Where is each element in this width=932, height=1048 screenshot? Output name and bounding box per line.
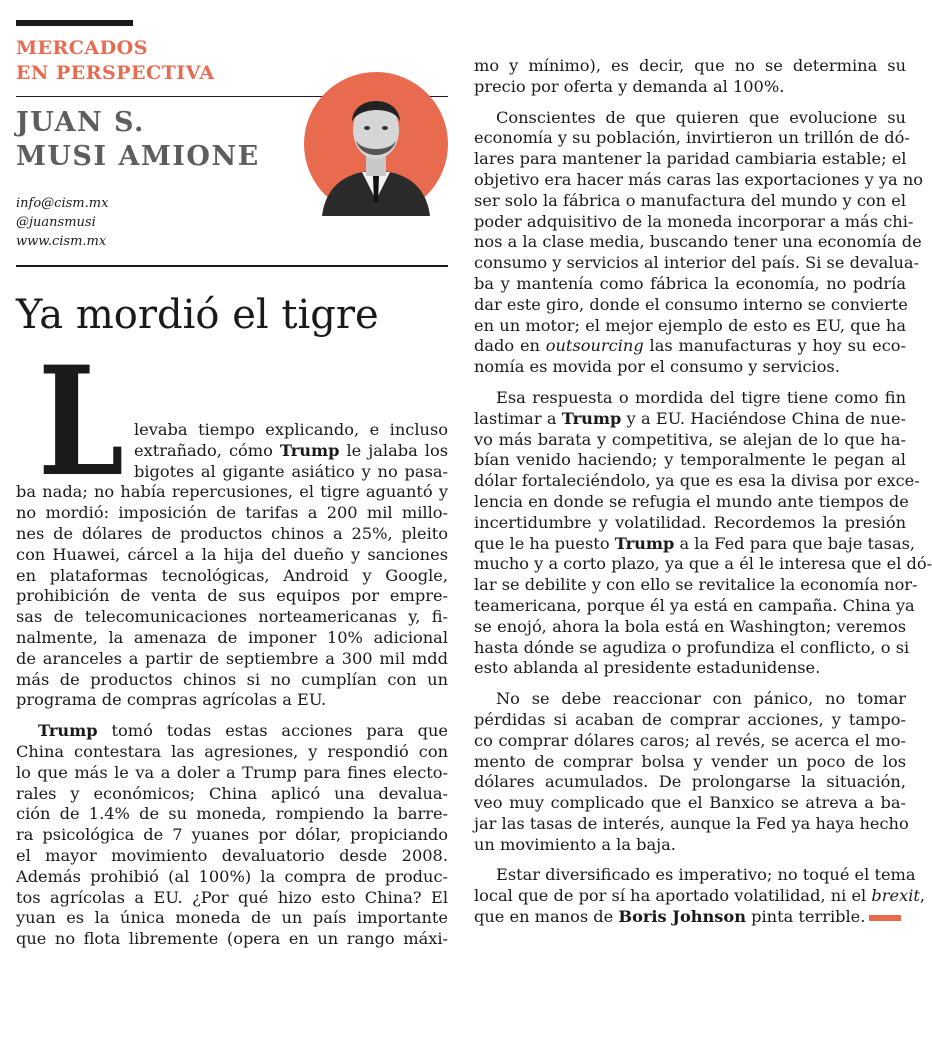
text-run: pérdidas si acaban de comprar acciones, y tampo-: [474, 709, 906, 729]
text-run: que en manos de: [474, 907, 619, 927]
text-run: economía y su población, invirtieron un trillón de dó-: [474, 128, 910, 148]
text-run: no mordió: imposición de tarifas a 200 mil millo-: [16, 503, 448, 523]
paragraph-gap: [474, 855, 906, 865]
section-line-1: MERCADOS: [16, 37, 148, 59]
author-contacts: [16, 194, 108, 251]
italic-term: brexit: [871, 886, 920, 906]
text-line: [474, 128, 910, 149]
italic-term: outsourcing: [545, 336, 644, 356]
text-run: Además prohibió (al 100%) la compra de produc-: [16, 866, 448, 886]
text-line: [16, 462, 448, 483]
text-line: [474, 813, 909, 835]
text-run: Estar diversificado es imperativo; no toqué el tema: [496, 865, 916, 885]
text-run: lares para mantener la paridad cambiaria estable; el: [474, 149, 907, 169]
text-line: [16, 929, 448, 950]
bold-name: Boris Johnson: [618, 907, 746, 927]
text-run: le jalaba los: [339, 440, 448, 460]
text-line: [16, 763, 448, 784]
text-line: [474, 752, 906, 773]
text-line: [16, 482, 448, 503]
text-line: [16, 503, 448, 524]
paragraph-gap: [474, 98, 906, 108]
text-line: [474, 295, 906, 316]
text-line: [16, 441, 448, 462]
text-run: programa de compras agrícolas a EU.: [16, 690, 327, 710]
contact-email[interactable]: info@cism.mx: [16, 196, 109, 211]
text-line: [474, 689, 906, 710]
text-run: mucho y a corto plazo, ya que a él le interesa que el dó-: [474, 554, 932, 574]
text-line: [16, 888, 448, 909]
text-run: jar las tasas de interés, aunque la Fed ya haya hecho: [474, 813, 909, 833]
text-run: pinta terrible.: [745, 907, 866, 927]
paragraph: [474, 56, 906, 108]
text-run: más de productos chinos si no cumplían con un: [16, 669, 448, 689]
article-column-1: [16, 420, 448, 950]
text-run: China contestara las agresiones, y respondió con: [16, 741, 448, 761]
text-line: [16, 825, 448, 846]
text-line: [474, 430, 906, 451]
text-line: [16, 742, 448, 763]
text-run: bían venido haciendo; y temporalmente le pegan al: [474, 450, 906, 470]
headline: Ya mordió el tigre: [16, 292, 379, 338]
text-run: un movimiento a la baja.: [474, 834, 676, 854]
text-run: en un motor; el mejor ejemplo de esto es EU, que ha: [474, 315, 906, 335]
text-run: objetivo era hacer más caras las exportaciones y ya no: [474, 169, 923, 189]
text-run: ba nada; no había repercusiones, el tigre aguantó y: [16, 482, 448, 502]
text-run: teamericana, porque él ya está en campaña. China ya: [474, 595, 915, 615]
drop-cap-letter: L: [38, 334, 124, 510]
author-line-1: JUAN S.: [16, 107, 145, 138]
paragraph: [16, 420, 448, 721]
text-run: rales y económicos; China aplicó una devalua-: [16, 783, 448, 803]
text-run: ser solo la fábrica o manufactura del mundo y con el: [474, 190, 906, 210]
text-line: [474, 637, 910, 659]
text-line: [474, 772, 906, 793]
text-line: [474, 108, 906, 129]
text-line: [16, 545, 448, 566]
text-run: que le ha puesto: [474, 533, 615, 553]
text-run: mo y mínimo), es decir, que no se determina su: [474, 56, 906, 75]
text-line: [474, 907, 906, 928]
text-line: [474, 232, 922, 253]
text-run: lo que más le va a doler a Trump para fines electo-: [16, 762, 448, 782]
text-line: [474, 409, 906, 430]
text-line: [474, 253, 920, 274]
text-run: lastimar a: [474, 408, 562, 428]
text-run: co comprar dólares caros; al revés, se acerca el mo-: [474, 730, 906, 750]
text-run: bigotes al gigante asiático y no pasa-: [134, 461, 448, 481]
paragraph-gap: [474, 679, 906, 689]
text-run: poder adquisitivo de la moneda incorporar a más chi-: [474, 211, 914, 231]
paragraph: [474, 387, 932, 689]
text-line: [474, 169, 923, 191]
top-bar: [16, 20, 133, 26]
contact-website[interactable]: www.cism.mx: [16, 234, 107, 249]
text-line: [16, 721, 448, 742]
text-run: nos a la clase media, buscando tener una economía de: [474, 232, 922, 252]
text-line: [474, 658, 906, 679]
text-run: ción de 1.4% de su moneda, rompiendo la barre-: [16, 804, 448, 824]
text-run: ,: [919, 886, 926, 906]
text-run: levaba tiempo explicando, e incluso: [134, 420, 448, 439]
paragraph-gap: [16, 711, 448, 721]
paragraph-gap: [474, 378, 906, 388]
text-run: tos agrícolas a EU. ¿Por qué hizo esto China? El: [16, 887, 448, 907]
text-run: esto ablanda al presidente estadunidense.: [474, 658, 821, 678]
text-run: dólar fortaleciéndolo, ya que es esa la divisa por exce-: [474, 471, 920, 491]
text-line: [16, 690, 448, 711]
text-line: [474, 149, 906, 170]
text-run: vo más barata y competitiva, se alejan de lo que ha-: [474, 429, 906, 449]
bold-name: Trump: [561, 408, 622, 428]
text-run: Esa respuesta o mordida del tigre tiene como fin: [496, 387, 906, 407]
bold-name: Trump: [38, 721, 98, 741]
text-run: en plataformas tecnológicas, Android y Google,: [16, 565, 448, 585]
text-run: con Huawei, cárcel a la hija del dueño y sanciones: [16, 544, 448, 564]
text-run: local que de por sí ha aportado volatilidad, ni el: [474, 886, 872, 906]
text-line: [474, 710, 906, 731]
text-line: [16, 908, 448, 929]
text-run: consumo y servicios al interior del país. Si se devalua-: [474, 253, 920, 273]
text-run: se enojó, ahora la bola está en Washington; veremos: [474, 616, 906, 636]
text-run: Conscientes de que quieren que evolucione su: [496, 107, 906, 127]
text-line: [474, 388, 906, 409]
text-line: [474, 731, 906, 752]
text-run: prohibición de venta de sus equipos por empre-: [16, 586, 448, 606]
text-line: [16, 566, 448, 587]
text-line: [474, 513, 906, 534]
text-line: [474, 886, 926, 907]
text-run: ba y mantenía como fábrica la economía, no podría: [474, 273, 906, 293]
text-run: mento de comprar bolsa y vender un poco de los: [474, 751, 906, 771]
text-line: [474, 793, 906, 814]
text-line: [474, 595, 915, 617]
text-line: [16, 607, 448, 628]
text-line: [474, 865, 916, 886]
text-line: [474, 450, 906, 471]
text-run: lar se debilite y con ello se revitalice la economía nor-: [474, 575, 918, 595]
text-run: yuan es la única moneda de un país importante: [16, 908, 448, 928]
author-portrait-icon: [304, 72, 448, 216]
section-line-2: EN PERSPECTIVA: [16, 62, 215, 84]
paragraph: [16, 721, 448, 950]
text-run: No se debe reaccionar con pánico, no tomar: [496, 689, 906, 709]
text-run: dado en: [474, 336, 546, 356]
text-line: [474, 274, 906, 295]
text-line: [474, 554, 932, 575]
contact-twitter[interactable]: @juansmusi: [16, 215, 96, 230]
text-run: incertidumbre y volatilidad. Recordemos la presión: [474, 512, 906, 532]
text-line: [474, 77, 906, 98]
text-run: hasta dónde se agudiza o profundiza el conflicto, o si: [474, 637, 910, 657]
text-line: [16, 420, 448, 441]
section-title: [16, 36, 215, 86]
text-line: [474, 471, 920, 492]
text-line: [16, 649, 448, 670]
text-line: [16, 846, 448, 867]
author-name: [16, 106, 260, 174]
text-line: [474, 211, 914, 233]
text-run: y a EU. Haciéndose China de nue-: [621, 408, 906, 428]
text-line: [474, 56, 906, 77]
end-mark-icon: [869, 915, 901, 921]
text-line: [16, 670, 448, 691]
text-run: sas de telecomunicaciones norteamericanas y, fi-: [16, 607, 448, 627]
text-run: nomía es movida por el consumo y servicios.: [474, 357, 840, 377]
text-run: las manufacturas y hoy su eco-: [643, 336, 906, 356]
text-run: nes de dólares de productos chinos a 25%, pleito: [16, 523, 448, 543]
text-run: extrañado, cómo: [134, 440, 280, 460]
text-run: veo muy complicado que el Banxico se atreva a ba-: [474, 793, 906, 813]
author-line-2: MUSI AMIONE: [16, 141, 260, 172]
text-run: nalmente, la amenaza de imponer 10% adicional: [16, 627, 448, 647]
bold-name: Trump: [614, 533, 675, 553]
text-run: el mayor movimiento devaluatorio desde 2008.: [16, 845, 448, 865]
text-line: [16, 867, 448, 888]
paragraph: [474, 865, 926, 927]
article-column-2: [474, 56, 932, 928]
text-line: [16, 628, 448, 649]
text-line: [474, 617, 906, 638]
text-line: [474, 336, 906, 357]
text-line: [474, 316, 906, 337]
text-line: [16, 586, 448, 607]
text-line: [474, 357, 906, 378]
text-run: lencia en donde se refugia el mundo ante tiempos de: [474, 491, 909, 511]
paragraph: [474, 689, 909, 865]
text-line: [16, 784, 448, 805]
bold-name: Trump: [279, 440, 340, 460]
text-run: dólares acumulados. De prolongarse la situación,: [474, 772, 906, 792]
text-run: a la Fed para que baje tasas,: [674, 533, 916, 553]
text-run: tomó todas estas acciones para que: [97, 721, 448, 741]
text-run: dar este giro, donde el consumo interno se convierte: [474, 294, 908, 314]
text-line: [16, 804, 448, 825]
text-line: [16, 524, 448, 545]
text-run: que no flota libremente (opera en un rango máxi-: [16, 929, 448, 949]
text-line: [474, 575, 918, 596]
text-run: de aranceles a partir de septiembre a 300 mil mdd: [16, 648, 448, 668]
text-line: [474, 491, 909, 513]
divider-thick: [16, 265, 448, 267]
text-line: [474, 533, 916, 555]
text-run: ra psicológica de 7 yuanes por dólar, propiciando: [16, 825, 448, 845]
text-line: [474, 835, 906, 856]
text-run: precio por oferta y demanda al 100%.: [474, 76, 785, 96]
paragraph: [474, 107, 923, 388]
text-line: [474, 191, 906, 212]
